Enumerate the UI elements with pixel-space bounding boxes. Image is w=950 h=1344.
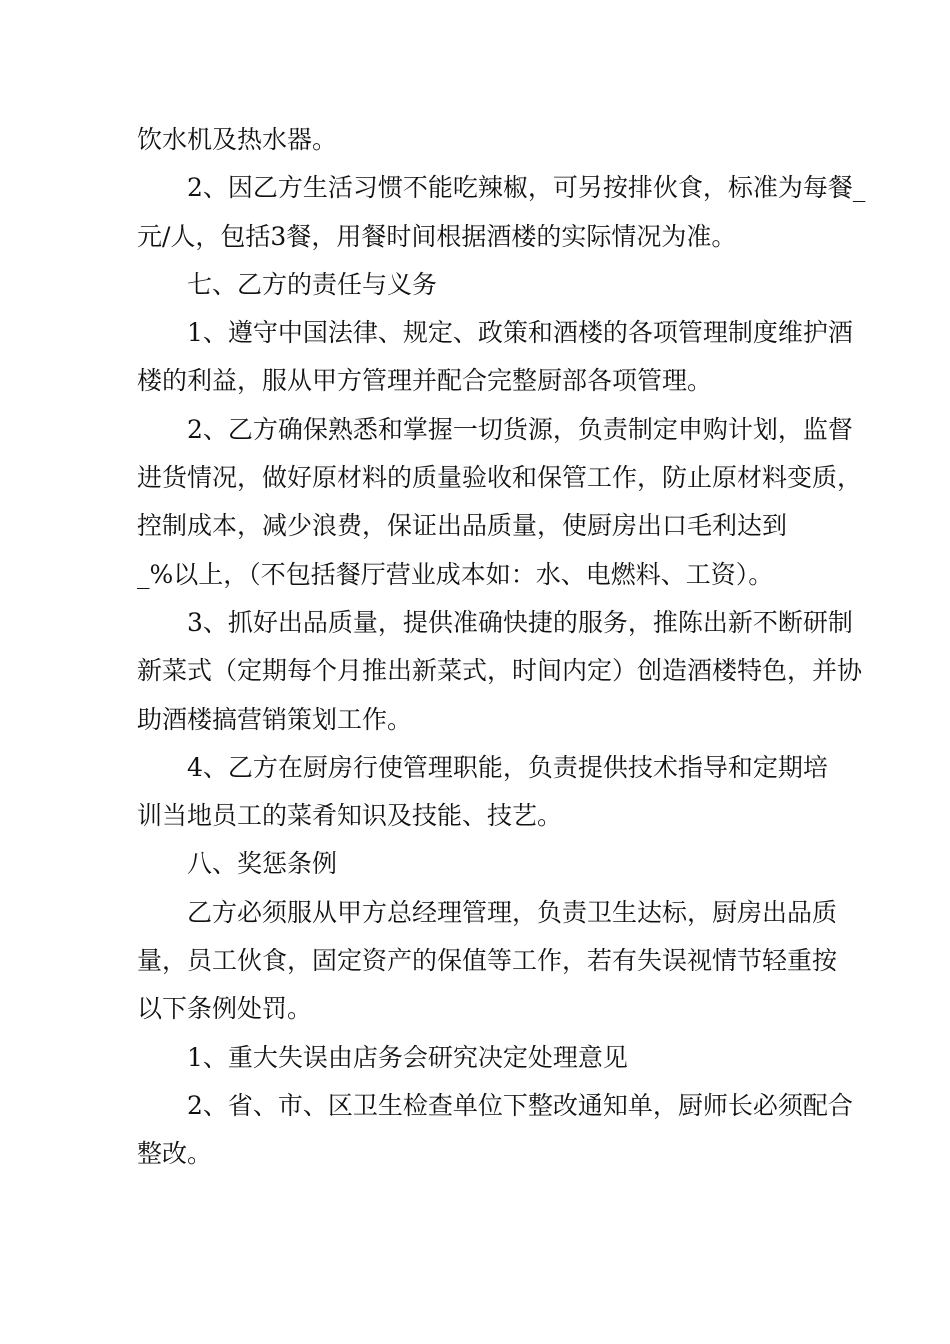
text-line: 2、乙方确保熟悉和掌握一切货源，负责制定申购计划，监督	[187, 414, 853, 444]
text-line: 进货情况，做好原材料的质量验收和保管工作，防止原材料变质，	[137, 463, 863, 493]
text-line: 以下条例处罚。	[137, 994, 313, 1024]
text-line: 2、省、市、区卫生检查单位下整改通知单，厨师长必须配合	[187, 1090, 853, 1120]
text-line: _%以上，（不包括餐厅营业成本如：水、电燃料、工资）。	[137, 559, 774, 589]
text-line: 元/人，包括3餐，用餐时间根据酒楼的实际情况为准。	[137, 221, 737, 251]
text-line: 乙方必须服从甲方总经理管理，负责卫生达标，厨房出品质	[187, 897, 838, 927]
text-line: 楼的利益，服从甲方管理并配合完整厨部各项管理。	[137, 366, 713, 396]
text-line: 1、重大失误由店务会研究决定处理意见	[187, 1042, 628, 1072]
document-body	[137, 116, 866, 1179]
text-line: 3、抓好出品质量，提供准确快捷的服务，推陈出新不断研制	[187, 607, 853, 637]
section-heading: 七、乙方的责任与义务	[187, 269, 438, 299]
text-line: 2、因乙方生活习惯不能吃辣椒，可另按排伙食，标准为每餐_	[187, 173, 866, 203]
text-line: 量，员工伙食，固定资产的保值等工作，若有失误视情节轻重按	[137, 946, 838, 976]
section-heading: 八、奖惩条例	[187, 849, 338, 879]
text-line: 1、遵守中国法律、规定、政策和酒楼的各项管理制度维护酒	[187, 318, 853, 348]
text-line: 饮水机及热水器。	[137, 125, 338, 154]
text-line: 4、乙方在厨房行使管理职能，负责提供技术指导和定期培	[187, 752, 828, 782]
text-line: 整改。	[137, 1139, 213, 1169]
text-line: 控制成本，减少浪费，保证出品质量，使厨房出口毛利达到	[137, 511, 788, 541]
text-line: 新菜式（定期每个月推出新菜式，时间内定）创造酒楼特色，并协	[137, 656, 863, 686]
text-line: 训当地员工的菜肴知识及技能、技艺。	[137, 801, 563, 831]
text-line: 助酒楼搞营销策划工作。	[137, 704, 413, 734]
